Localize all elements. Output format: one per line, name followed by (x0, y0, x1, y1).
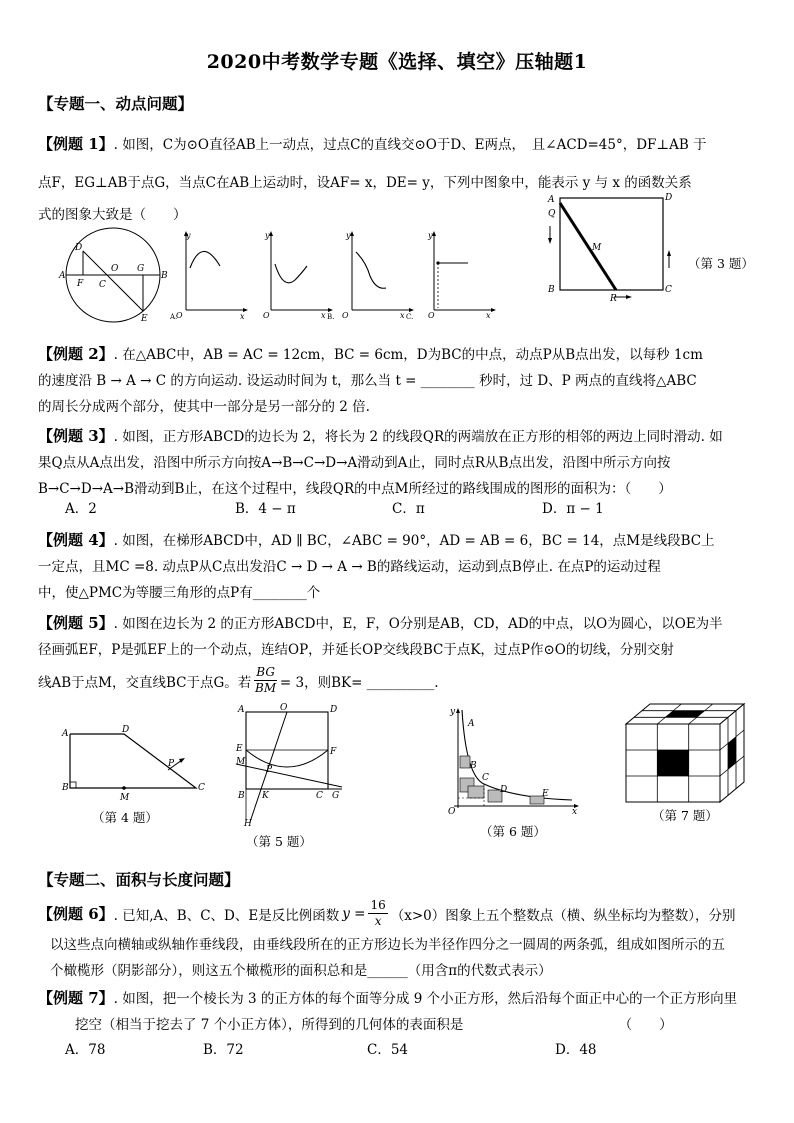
graphA-y: y (186, 231, 191, 240)
fraction-denominator: BM (255, 681, 277, 695)
example-4 (38, 527, 760, 606)
graphB-y: y (265, 231, 270, 240)
fig5-label-C: C (316, 791, 323, 801)
graphA-tag: A. (170, 313, 178, 321)
graphC-tag: C. (406, 313, 414, 321)
fig5-label-E: E (236, 744, 243, 754)
example-5-line-3a: 线AB于点M，交直线BC于点G。若 (38, 674, 252, 691)
example-6-line-1 (38, 898, 736, 929)
fig6-label-y: y (450, 707, 456, 717)
fig4-label-B: B (62, 783, 69, 793)
graphB-o: O (263, 311, 270, 320)
fig1-label-G: G (137, 264, 145, 274)
fig6-label-C: C (482, 773, 489, 783)
example-4-label: 【例题 4】 (38, 531, 114, 549)
fig3-label-Q: Q (548, 209, 556, 219)
example-5-line-1: . 如图在边长为 2 的正方形ABCD中，E，F，O分别是AB，CD，AD的中点，以O为圆心，以OE为半 (113, 616, 723, 632)
graph-option-d (420, 228, 500, 320)
example-2-line-2: 的速度沿 B → A → C 的方向运动. 设运动时间为 t，那么当 t = ________ 秒时，过 D、P 两点的直线将△ABC (38, 373, 697, 389)
example-3-option-c[interactable]: C．π (392, 501, 425, 517)
fig4-label-M: M (120, 793, 130, 803)
graphC-y: y (346, 231, 351, 240)
figure-1-circle (55, 225, 170, 325)
figure-6-hyperbola (444, 706, 584, 816)
figure-3-caption: （第 3 题） (688, 256, 754, 271)
example-1-line-3: 式的图象大致是（ ） (38, 207, 187, 223)
fig4-label-C: C (198, 783, 205, 793)
fig3-label-M: M (592, 243, 602, 253)
graphA-x: x (240, 312, 245, 321)
example-7-option-b[interactable]: B．72 (203, 1042, 244, 1058)
example-6-line-1b: （x>0）图象上五个整数点（横、纵坐标均为整数），分别 (390, 907, 736, 924)
example-4-line-3: 中，使△PMC为等腰三角形的点P有________个 (38, 585, 321, 601)
fig1-label-A: A (59, 271, 66, 281)
fig5-label-M: M (236, 757, 246, 767)
example-4-line-1: . 如图，在梯形ABCD中，AD ∥ BC，∠ABC = 90°，AD = AB = 6，BC = 14，点M是线段BC上 (113, 533, 715, 549)
figure-5-square-arc (232, 703, 352, 829)
example-6-line-3: 个橄榄形（阴影部分），则这五个橄榄形的面积总和是______（用含π的代数式表示） (50, 963, 552, 979)
graphD-x: x (486, 311, 491, 320)
graphB-tag: B. (327, 313, 335, 321)
figure-4-trapezoid (58, 722, 208, 802)
example-6-line-1a: . 已知,A、B、C、D、E是反比例函数 (113, 907, 340, 924)
fig4-label-P: P (168, 759, 175, 769)
fig5-label-F: F (330, 747, 337, 757)
example-1-line-2: 点F，EG⊥AB于点G，当点C在AB上运动时，设AF= x，DE= y，下列中图象中，能表示 y 与 x 的函数关系 (38, 175, 692, 191)
fraction-numerator: BG (256, 665, 275, 679)
example-5-label: 【例题 5】 (38, 614, 114, 632)
example-7-option-c[interactable]: C．54 (367, 1042, 409, 1058)
example-7-options (65, 1038, 655, 1058)
fig1-label-F: F (77, 279, 84, 289)
fig1-label-C: C (99, 280, 106, 290)
fig5-label-D: D (330, 705, 338, 715)
fraction-bg-bm (254, 665, 277, 696)
graphA-o: O (176, 311, 183, 320)
example-1-label: 【例题 1】 (38, 135, 114, 153)
figure-4-caption: （第 4 题） (92, 810, 158, 825)
fig6-label-O: O (448, 807, 456, 817)
example-1-line-1: . 如图，C为⊙O直径AB上一动点，过点C的直线交⊙O于D、E两点， 且∠ACD=45°，DF⊥AB 于 (113, 137, 707, 153)
fig5-label-G: G (332, 791, 340, 801)
example-5-line-3 (38, 665, 439, 696)
fig6-label-A: A (468, 719, 475, 729)
example-6 (50, 932, 772, 984)
fig5-label-A: A (238, 705, 245, 715)
page-title: 2020中考数学专题《选择、填空》压轴题1 (206, 51, 588, 73)
fig3-label-R: R (610, 294, 617, 304)
example-2-line-3: 的周长分成两个部分，使其中一部分是另一部分的 2 倍. (38, 399, 370, 415)
section-heading-2: 【专题二、面积与长度问题】 (38, 870, 240, 889)
example-3-options (65, 497, 662, 517)
fig1-label-E: E (141, 314, 148, 324)
fig3-label-D: D (665, 193, 673, 203)
fraction-16-over-x (368, 898, 387, 929)
fig5-label-O: O (280, 703, 288, 713)
graphD-o: O (428, 311, 435, 320)
fig6-label-B: B (470, 761, 477, 771)
fig5-label-P: P (266, 765, 273, 775)
example-7-option-a[interactable]: A．78 (65, 1042, 106, 1058)
fig6-label-D: D (500, 785, 508, 795)
figure-5-caption: （第 5 题） (246, 834, 312, 849)
example-7-line-1: . 如图，把一个棱长为 3 的正方体的每个面等分成 9 个小正方形，然后沿每个面正中心的一个正方形向里 (113, 991, 738, 1007)
graphC-o: O (342, 311, 349, 320)
fraction-denominator-x: x (374, 914, 382, 928)
example-3-line-1: . 如图，正方形ABCD的边长为 2，将长为 2 的线段QR的两端放在正方形的相邻的两边上同时滑动. 如 (113, 429, 723, 445)
fig1-label-B: B (161, 271, 168, 281)
fraction-numerator-16: 16 (370, 898, 386, 912)
graphC-x: x (400, 311, 405, 320)
example-6-line-2: 以这些点向横轴或纵轴作垂线段，由垂线段所在的正方形边长为半径作四分之一圆周的两条弧，组成如图所示的五 (50, 937, 725, 953)
example-5-line-3b: = 3，则BK= __________. (279, 674, 439, 691)
fig4-label-A: A (62, 729, 69, 739)
graph-option-b (255, 228, 335, 320)
example-5-line-2: 径画弧EF，P是弧EF上的一个动点，连结OP，并延长OP交线段BC于点K，过点P作⊙O的切线，分别交射 (38, 642, 674, 658)
fig5-label-B: B (238, 791, 245, 801)
graph-option-a (170, 228, 250, 320)
example-3-option-a[interactable]: A．2 (65, 501, 97, 517)
example-7-line-2: 挖空（相当于挖去了 7 个小正方体），所得到的几何体的表面积是 （ ） (75, 1017, 673, 1033)
example-7-option-d[interactable]: D．48 (555, 1042, 597, 1058)
fig3-label-C: C (665, 285, 672, 295)
example-1 (38, 131, 760, 158)
example-3-line-3: B→C→D→A→B滑动到B止，在这个过程中，线段QR的中点M所经过的路线围成的图形的面积为：（ ） (38, 481, 672, 497)
graphB-x: x (321, 311, 326, 320)
fig1-label-O: O (111, 264, 119, 274)
graph-option-c (338, 228, 418, 320)
fig3-label-A: A (548, 195, 555, 205)
example-7-label: 【例题 7】 (38, 989, 114, 1007)
figure-6-caption: （第 6 题） (480, 824, 546, 839)
example-2 (38, 341, 760, 420)
figure-7-cube (622, 700, 750, 805)
fig5-label-K: K (262, 791, 269, 801)
fig4-label-D: D (122, 725, 130, 735)
fig6-label-x: x (572, 807, 578, 817)
example-7-cont (75, 1012, 794, 1038)
fig6-label-E: E (542, 789, 549, 799)
example-3-line-2: 果Q点从A点出发，沿图中所示方向按A→B→C→D→A滑动到A止，同时点R从B点出发，沿图中所示方向按 (38, 455, 671, 471)
graphD-y: y (428, 231, 433, 240)
example-2-label: 【例题 2】 (38, 345, 114, 363)
example-5 (38, 610, 760, 663)
fig5-label-H: H (244, 819, 252, 829)
example-3-label: 【例题 3】 (38, 427, 114, 445)
fig3-label-B: B (548, 285, 555, 295)
section-heading-1: 【专题一、动点问题】 (38, 94, 194, 113)
function-y-equals: y = (342, 905, 366, 922)
example-7 (38, 985, 760, 1012)
example-6-label: 【例题 6】 (38, 905, 114, 923)
example-2-line-1: . 在△ABC中，AB = AC = 12cm，BC = 6cm，D为BC的中点，动点P从B点出发，以每秒 1cm (113, 347, 703, 363)
example-4-line-2: 一定点，且MC =8. 动点P从C点出发沿C → D → A → B的路线运动，运动到点B停止. 在点P的运动过程 (38, 559, 661, 575)
figure-3-square (540, 188, 673, 304)
example-3 (38, 423, 760, 502)
example-3-option-b[interactable]: B．4 − π (235, 501, 296, 517)
example-3-option-d[interactable]: D．π − 1 (542, 501, 604, 517)
fig1-label-D: D (75, 243, 83, 253)
figure-7-caption: （第 7 题） (652, 808, 718, 823)
